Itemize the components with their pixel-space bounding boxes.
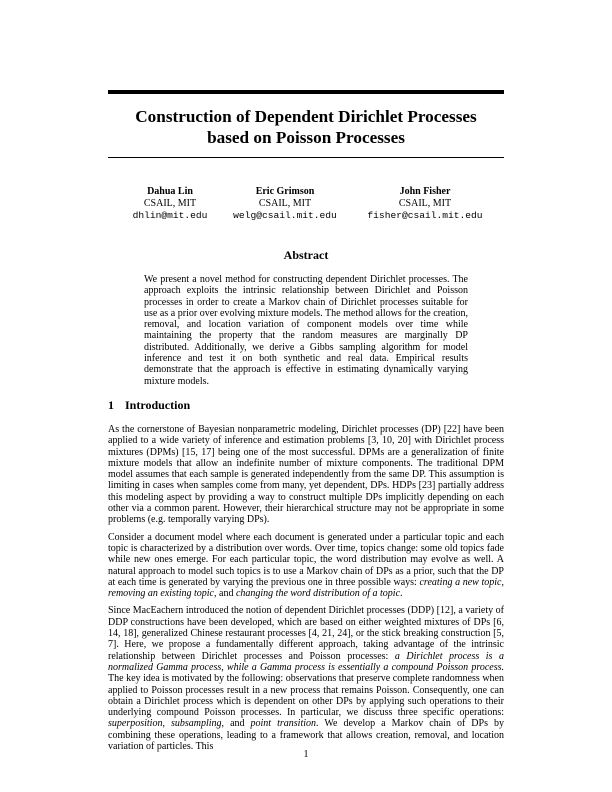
title-line-2: based on Poisson Processes — [207, 128, 405, 147]
author-block — [110, 186, 230, 222]
section-heading — [108, 398, 190, 413]
author-email[interactable]: welg@csail.mit.edu — [233, 210, 337, 221]
paragraph: Consider a document model where each document is generated under a particular topic and each topic is characterized by a distribution over words. Over time, topics change: some old topics fade while new ones emerge. For each particular topic, the word distribution may evolve as well. A natural approach to model such topics is to use a Markov chain of DPs as a prior, such that the DP at each time is generated by varying the previous one in three possible ways: creating a new topic, removing an existing topic, and changing the word distribution of a topic. — [108, 531, 504, 600]
author-affiliation: CSAIL, MIT — [143, 198, 197, 209]
author-block — [225, 186, 345, 222]
author-block — [360, 186, 490, 222]
title-line-1: Construction of Dependent Dirichlet Processes — [135, 107, 477, 126]
paragraph: As the cornerstone of Bayesian nonparametric modeling, Dirichlet processes (DP) [22] have been applied to a wide variety of inference and estimation problems [3, 10, 20] with Dirichlet process mixtures (DPMs) [15, 17] being one of the most successful. DPMs are a generalization of finite mixture models that allow an indefinite number of mixture components. The traditional DPM model assumes that each sample is generated independently from the same DP. This assumption is limiting in cases when samples come from many, yet dependent, DPs. HDPs [23] partially address this modeling aspect by providing a way to construct multiple DPs implicitly depending on each other via a common parent. However, their hierarchical structure may not be appropriate in some problems (e.g. temporally varying DPs). — [108, 424, 504, 526]
body-text — [108, 424, 504, 758]
author-email[interactable]: dhlin@mit.edu — [132, 210, 208, 221]
abstract-text: We present a novel method for constructing dependent Dirichlet processes. The approach exploits the intrinsic relationship between Dirichlet and Poisson processes in order to create a Markov chain of Dirichlet processes suitable for use as a prior over evolving mixture models. The method allows for the creation, removal, and location variation of component models over time while maintaining the property that the random measures are marginally DP distributed. Additionally, we derive a Gibbs sampling algorithm for model inference and test it on both synthetic and real data. Empirical results demonstrate that the approach is effective in estimating dynamically varying mixture models. — [144, 274, 468, 387]
author-affiliation: CSAIL, MIT — [398, 198, 452, 209]
title-rule-top — [108, 90, 504, 94]
author-name: Dahua Lin — [147, 186, 193, 197]
abstract-heading: Abstract — [283, 248, 329, 262]
paper-title — [108, 106, 504, 148]
author-name: John Fisher — [399, 186, 451, 197]
paragraph: Since MacEachern introduced the notion of dependent Dirichlet processes (DDP) [12], a variety of DDP constructions have been developed, which are based on either weighted mixtures of DPs [6, 14, 18], generalized Chinese restaurant processes [4, 21, 24], or the stick breaking construction [5, 7]. Here, we propose a fundamentally different approach, taking advantage of the intrinsic relationship between Dirichlet processes and Poisson processes: a Dirichlet process is a normalized Gamma process, while a Gamma process is essentially a compound Poisson process. The key idea is motivated by the following: observations that preserve complete randomness when applied to Poisson processes result in a new process that remains Poisson. Consequently, one can obtain a Dirichlet process which is dependent on other DPs by applying such operations to their underlying compound Poisson processes. In particular, we discuss three specific operations: superposition, subsampling, and point transition. We develop a Markov chain of DPs by combining these operations, leading to a framework that allows creation, removal, and location variation of particles. This — [108, 605, 505, 753]
section-title: Introduction — [125, 398, 191, 412]
author-affiliation: CSAIL, MIT — [258, 198, 312, 209]
author-email[interactable]: fisher@csail.mit.edu — [367, 210, 483, 221]
page-number: 1 — [303, 749, 309, 760]
section-number: 1 — [108, 398, 114, 412]
author-name: Eric Grimson — [255, 186, 315, 197]
title-rule-bottom — [108, 157, 504, 158]
